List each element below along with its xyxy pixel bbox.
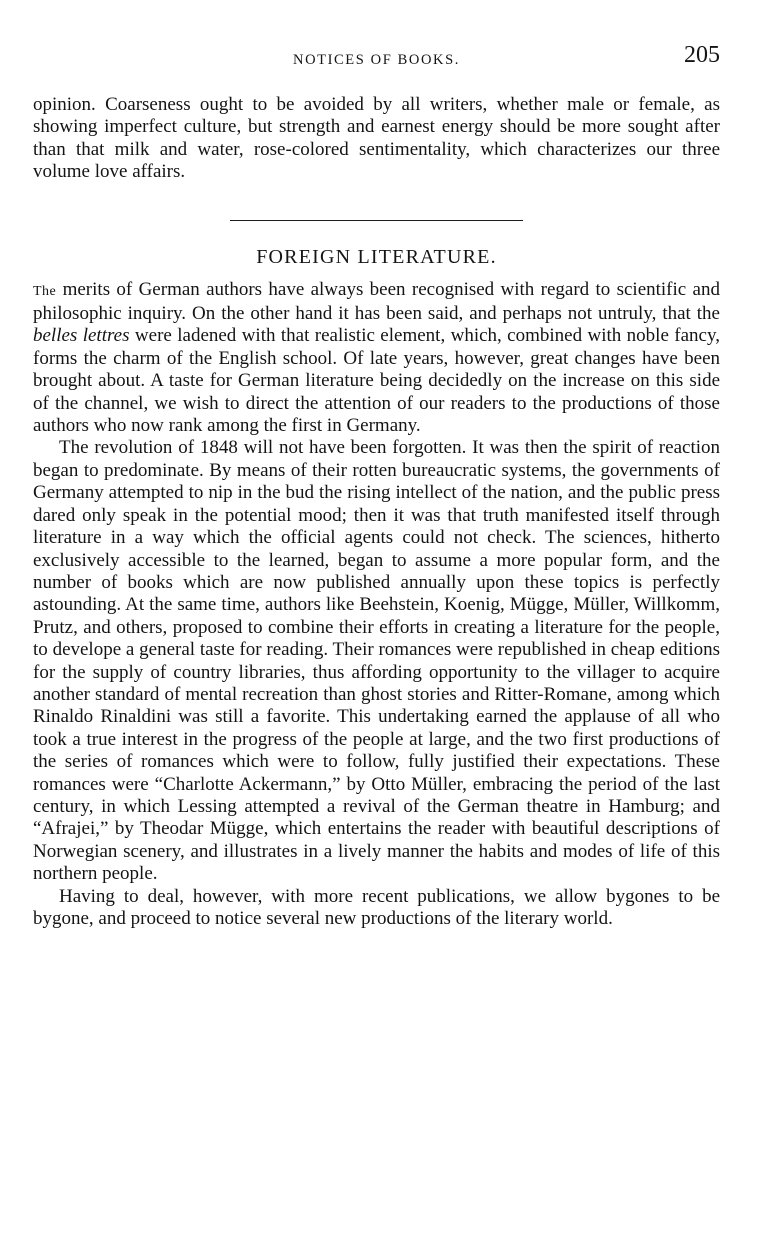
section-paragraph-1 xyxy=(33,279,720,438)
running-title: NOTICES OF BOOKS. xyxy=(293,52,460,68)
lead-word: The xyxy=(33,283,57,299)
paragraph-1-text-a: merits of German authors have always been recognised with regard to scientific and philosophic inquiry. On the other hand it has been said, and perhaps not untruly, that the xyxy=(33,278,720,325)
section-paragraph-2: The revolution of 1848 will not have been forgotten. It was then the spirit of reaction began to predominate. By means of their rotten bureaucratic systems, the governments of Germany attempted to nip in the bud the rising intellect of the nation, and the public press dared only speak in the potential mood; then it was that truth manifested itself through literature in a way which the official agents could not check. The sciences, hitherto exclusively accessible to the learned, began to assume a more popular form, and the number of books which are now published annually upon these topics is perfectly astounding. At the same time, authors like Beehstein, Koenig, Mügge, Müller, Willkomm, Prutz, and others, proposed to combine their efforts in creating a literature for the people, to develope a general taste for reading. Their romances were republished in cheap editions for the supply of country libraries, thus affording opportunity to the villager to acquire another standard of mental recreation than ghost stories and Ritter-Romane, among which Rinaldo Rinaldini was still a favorite. This undertaking earned the applause of all who took a true interest in the progress of the people at large, and the two first productions of the series of romances which were to follow, fully justified their expectations. These romances were “Charlotte Ackermann,” by Otto Müller, embracing the period of the last century, in which Lessing attempted a revival of the German theatre in Hamburg; and “Afrajei,” by Theodar Mügge, which entertains the reader with beautiful descriptions of Norwegian scenery, and illustrates in a lively manner the habits and modes of life of this northern people. xyxy=(33,437,720,885)
italic-phrase: belles lettres xyxy=(33,325,130,347)
paragraph-1-text-b: were ladened with that realistic element, which, combined with noble fancy, forms the charm of the English school. Of late years, however, great changes have been brought about. A taste for German literature being decidedly on the increase on this side of the channel, we wish to direct the attention of our readers to the productions of those authors who now rank among the first in Germany. xyxy=(33,325,721,437)
opening-paragraph: opinion. Coarseness ought to be avoided by all writers, whether male or female, as showing imperfect culture, but strength and earnest energy should be more sought after than that milk and water, rose-colored sentimentality, which characterizes our three volume love affairs. xyxy=(33,94,720,183)
book-page xyxy=(33,40,720,930)
section-title: FOREIGN LITERATURE. xyxy=(256,245,497,268)
section-paragraph-3: Having to deal, however, with more recent publications, we allow bygones to be bygone, and proceed to notice several new productions of the literary world. xyxy=(33,885,720,929)
running-head xyxy=(33,40,720,74)
section-divider xyxy=(230,220,523,221)
page-number: 205 xyxy=(684,42,720,68)
